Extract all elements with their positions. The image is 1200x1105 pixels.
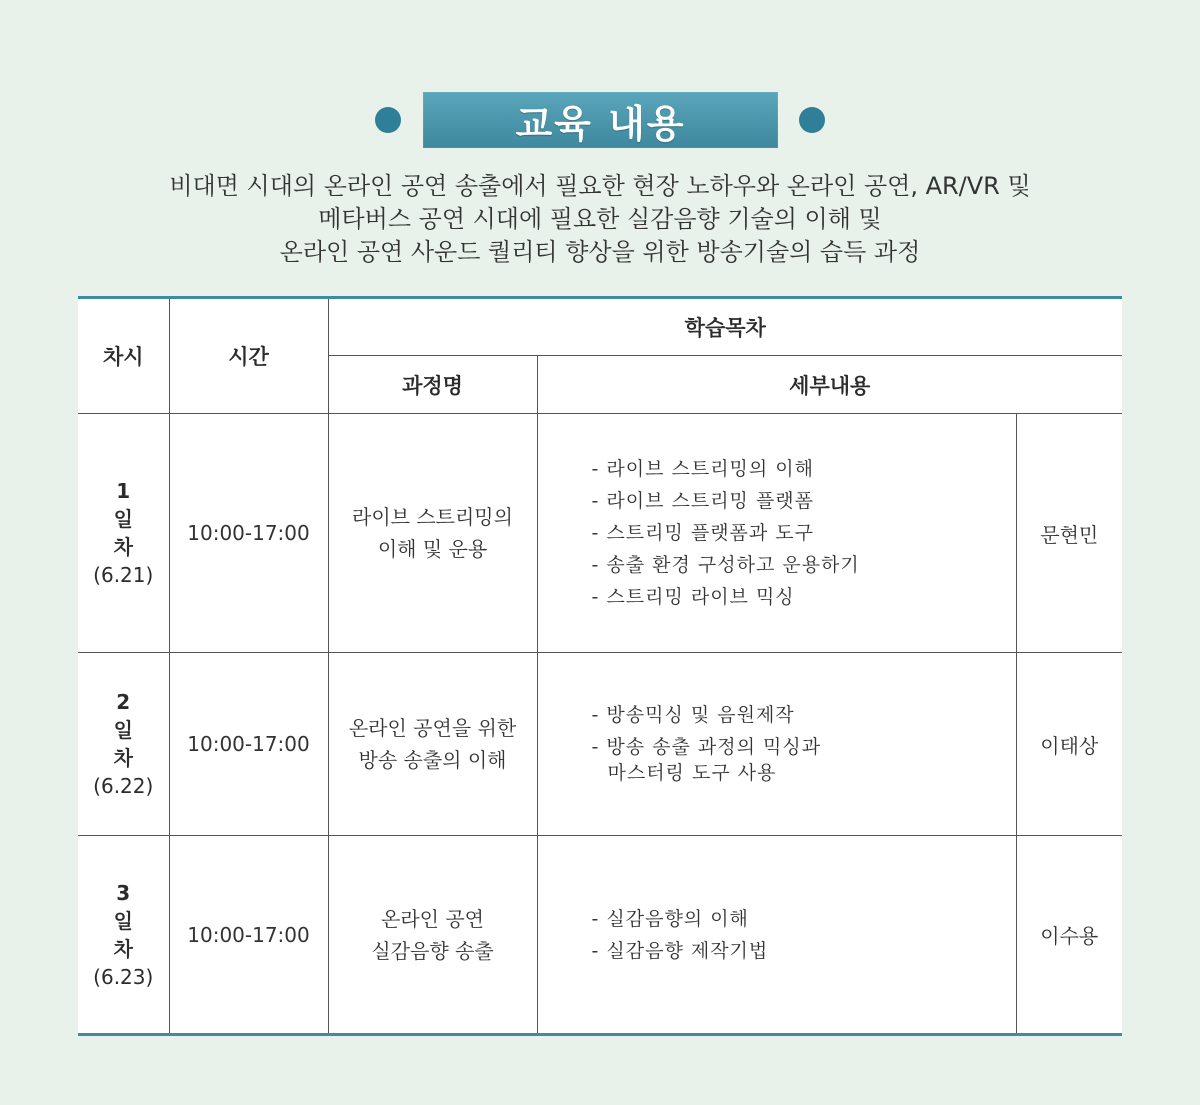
intro-text xyxy=(100,170,1100,269)
details-cell xyxy=(537,653,1016,836)
detail-item: - 실감음향의 이해 xyxy=(591,907,749,930)
title-box xyxy=(423,92,778,148)
day-number: 2 xyxy=(116,690,131,714)
course-cell xyxy=(328,836,537,1035)
details-cell xyxy=(537,414,1016,653)
right-dot-decoration xyxy=(799,107,825,133)
detail-item: - 스트리밍 플랫폼과 도구 xyxy=(591,522,815,544)
header-objectives: 학습목차 xyxy=(328,298,1122,356)
course-line: 방송 송출의 이해 xyxy=(358,748,507,772)
header-details: 세부내용 xyxy=(537,356,1122,414)
session-cell xyxy=(78,653,169,836)
details-cell xyxy=(537,836,1016,1035)
instructor-cell: 이수용 xyxy=(1016,836,1122,1035)
day-char: 차 xyxy=(113,535,133,559)
intro-line: 비대면 시대의 온라인 공연 송출에서 필요한 현장 노하우와 온라인 공연, AR/VR 및 xyxy=(169,172,1031,200)
header-session: 차시 xyxy=(78,298,169,414)
course-line: 라이브 스트리밍의 xyxy=(352,505,513,529)
session-date: (6.23) xyxy=(93,964,154,989)
instructor-cell: 이태상 xyxy=(1016,653,1122,836)
detail-item: - 방송믹싱 및 음원제작 xyxy=(591,704,795,726)
day-char: 일 xyxy=(113,507,133,531)
section-title-banner xyxy=(0,92,1200,148)
course-line: 실감음향 송출 xyxy=(371,938,494,963)
course-line: 온라인 공연 xyxy=(381,906,484,931)
left-dot-decoration xyxy=(375,107,401,133)
page-title: 교육 내용 xyxy=(515,101,686,146)
course-cell xyxy=(328,653,537,836)
detail-item: - 스트리밍 라이브 믹싱 xyxy=(591,586,795,608)
time-cell: 10:00-17:00 xyxy=(169,653,328,836)
day-number: 1 xyxy=(116,479,131,503)
course-cell xyxy=(328,414,537,653)
schedule-table xyxy=(78,296,1122,1036)
table-row xyxy=(78,653,1122,836)
header-course: 과정명 xyxy=(328,356,537,414)
day-char: 일 xyxy=(113,908,133,933)
detail-item: - 방송 송출 과정의 믹싱과 마스터링 도구 사용 xyxy=(591,736,822,784)
time-cell: 10:00-17:00 xyxy=(169,414,328,653)
course-line: 이해 및 운용 xyxy=(377,537,488,561)
session-cell xyxy=(78,836,169,1035)
table-header-row xyxy=(78,298,1122,356)
intro-line: 온라인 공연 사운드 퀄리티 향상을 위한 방송기술의 습득 과정 xyxy=(279,238,921,266)
day-char: 차 xyxy=(113,936,133,961)
detail-item: - 라이브 스트리밍의 이해 xyxy=(591,458,815,480)
day-char: 차 xyxy=(113,746,133,770)
day-number: 3 xyxy=(116,880,131,905)
day-char: 일 xyxy=(113,718,133,742)
session-date: (6.21) xyxy=(93,563,154,587)
session-date: (6.22) xyxy=(93,774,154,798)
time-cell: 10:00-17:00 xyxy=(169,836,328,1035)
session-cell xyxy=(78,414,169,653)
course-line: 온라인 공연을 위한 xyxy=(348,716,517,740)
instructor-cell: 문현민 xyxy=(1016,414,1122,653)
header-time: 시간 xyxy=(169,298,328,414)
detail-item: - 송출 환경 구성하고 운용하기 xyxy=(591,554,860,576)
detail-item: - 실감음향 제작기법 xyxy=(591,939,769,962)
intro-line: 메타버스 공연 시대에 필요한 실감음향 기술의 이해 및 xyxy=(318,205,882,233)
table-row xyxy=(78,414,1122,653)
table-row xyxy=(78,836,1122,1035)
detail-item: - 라이브 스트리밍 플랫폼 xyxy=(591,490,815,512)
